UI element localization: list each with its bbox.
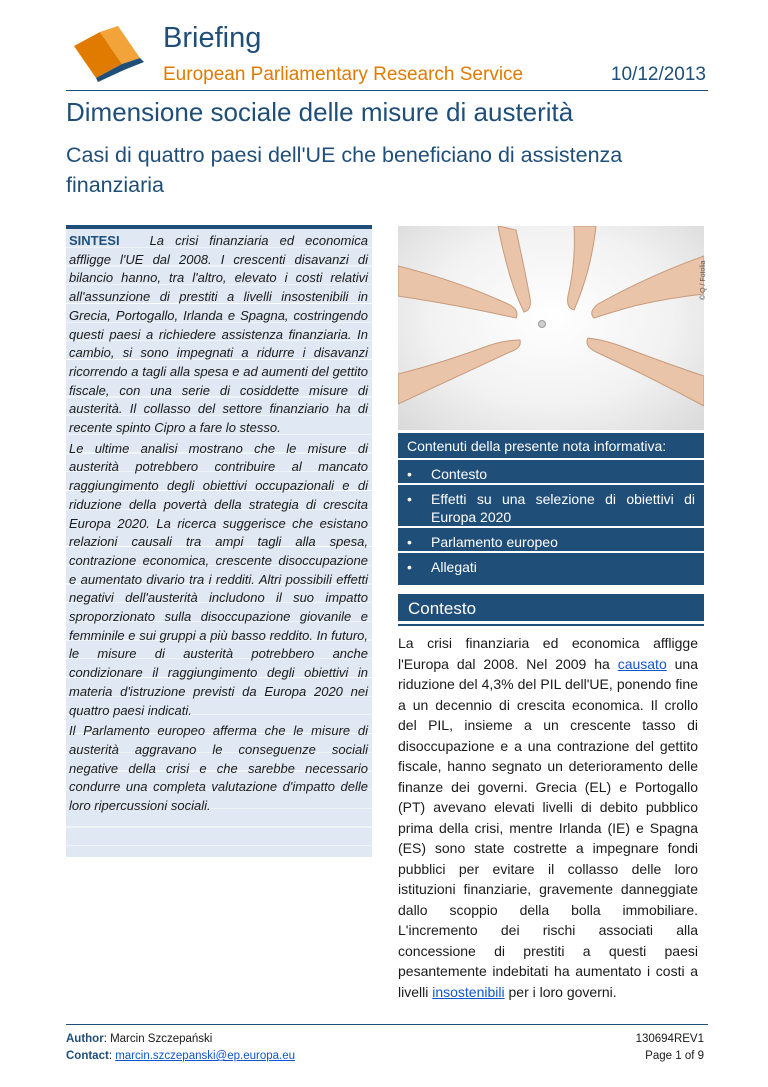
body-text-1: La crisi finanziaria ed economica affligge l'Europa dal 2008. Nel 2009 ha — [398, 635, 698, 672]
bullet-icon: • — [407, 559, 412, 575]
document-id: 130694REV1 — [635, 1033, 704, 1045]
page-number: Page 1 of 9 — [645, 1050, 704, 1062]
body-text-2: una riduzione del 4,3% del PIL dell'UE, ponendo fine a un decennio di crescita economica. Il crollo del PIL, insieme a un crescente tasso di disoccupazione e a una contrazione del gettito fiscale, hanno segnato un deterioramento delle finanze dei governi. Grecia (EL) e Portogallo (PT) avevano elevati livelli di debito pubblico prima della crisi, mentre Irlanda (IE) e Spagna (ES) sono state costrette a impegnare fondi pubblici per evitare il collasso delle loro istituzioni finanziarie, gravemente danneggiate dallo scoppio della bolla immobiliare. L'incremento dei rischi associati alla concessione di prestiti a questi paesi pesantemente indebitati ha aumentato i costi a livelli — [398, 655, 698, 1000]
contents-title: Contenuti della presente nota informativa: — [407, 438, 667, 454]
author-label: Author — [66, 1033, 104, 1045]
footer-row-1 — [66, 1031, 704, 1048]
summary-label: SINTESI — [69, 233, 120, 248]
contents-list — [398, 458, 704, 576]
contents-box — [398, 433, 704, 585]
footer — [66, 1031, 704, 1065]
eprs-book-logo-icon — [70, 24, 148, 82]
summary-paragraph-2: Le ultime analisi mostrano che le misure di austerità potrebbero contribuire al mancato raggiungimento degli obiettivi occupazionali e di riduzione della povertà della strategia di crescita Europa 2020. La ricerca suggerisce che esistano relazioni causali tra ampi tagli alla spesa, contrazione economica, crescente disoccupazione e aumentato divario tra i redditi. Altri possibili effetti negativi dell'austerità includono il suo impatto sproporzionato sulla disoccupazione giovanile e femminile e sui gruppi a più basso reddito. In futuro, le misure di austerità potrebbero anche condizionare il raggiungimento degli obiettivi in materia d'istruzione previsti da Europa 2020 nei quattro paesi indicati. — [69, 440, 368, 718]
bullet-icon: • — [407, 491, 412, 507]
contents-item-label: Effetti su una selezione di obiettivi di Europa 2020 — [431, 491, 695, 525]
service-name: European Parliamentary Research Service — [163, 64, 524, 85]
contact-label: Contact — [66, 1050, 109, 1062]
contents-item-label: Parlamento europeo — [431, 534, 558, 550]
bullet-icon: • — [407, 466, 412, 482]
link-insostenibili[interactable]: insostenibili — [432, 983, 505, 1000]
summary-text-1: La crisi finanziaria ed economica affligge l'UE dal 2008. I crescenti disavanzi di bilancio hanno, tra l'altro, elevato i costi relativi all'assunzione di prestiti a livelli insostenibili in Grecia, Portogallo, Irlanda e Spagna, costringendo questi paesi a richiedere assistenza finanziaria. In cambio, si sono impegnati a ridurre i disavanzi ricorrendo a tagli alla spesa e ad aumenti del gettito fiscale, con una serie di cosiddette misure di austerità. Il collasso del settore finanziario ha di recente spinto Cipro a fare lo stesso. — [69, 233, 368, 436]
photo-copyright: © Q / Fotolia — [700, 260, 707, 300]
section-heading-contesto: Contesto — [398, 594, 704, 624]
summary-box — [66, 225, 372, 857]
contents-item[interactable] — [398, 458, 704, 483]
author-line: Author: Marcin Szczepański — [66, 1033, 213, 1045]
footer-divider — [66, 1024, 708, 1025]
page-title: Dimensione sociale delle misure di austerità — [66, 97, 574, 127]
footer-row-2 — [66, 1048, 704, 1065]
contact-line: Contact: marcin.szczepanski@ep.europa.eu — [66, 1050, 295, 1062]
contents-item[interactable] — [398, 526, 704, 551]
publication-date: 10/12/2013 — [610, 64, 706, 85]
page-subtitle: Casi di quattro paesi dell'UE che beneficiano di assistenza finanziaria — [66, 143, 623, 197]
section-body — [398, 633, 698, 1002]
header-divider — [66, 90, 708, 91]
contents-item-label: Allegati — [431, 559, 477, 575]
briefing-brand: Briefing — [163, 22, 262, 54]
link-causato[interactable]: causato — [617, 655, 667, 672]
author-name: Marcin Szczepański — [110, 1033, 213, 1045]
hands-photo — [398, 226, 704, 430]
contact-email-link[interactable]: marcin.szczepanski@ep.europa.eu — [115, 1050, 295, 1062]
contents-item[interactable] — [398, 483, 704, 526]
body-text-3: per i loro governi. — [504, 983, 617, 1000]
summary-paragraph-3: Il Parlamento europeo afferma che le misure di austerità aggravano le conseguenze sociali negative della crisi e che sarebbe necessario condurre una completa valutazione d'impatto delle loro ripercussioni sociali. — [69, 723, 368, 814]
bullet-icon: • — [407, 534, 412, 550]
contents-item-label: Contesto — [431, 466, 488, 482]
summary-paragraph-1 — [69, 232, 368, 438]
contents-item[interactable] — [398, 551, 704, 576]
